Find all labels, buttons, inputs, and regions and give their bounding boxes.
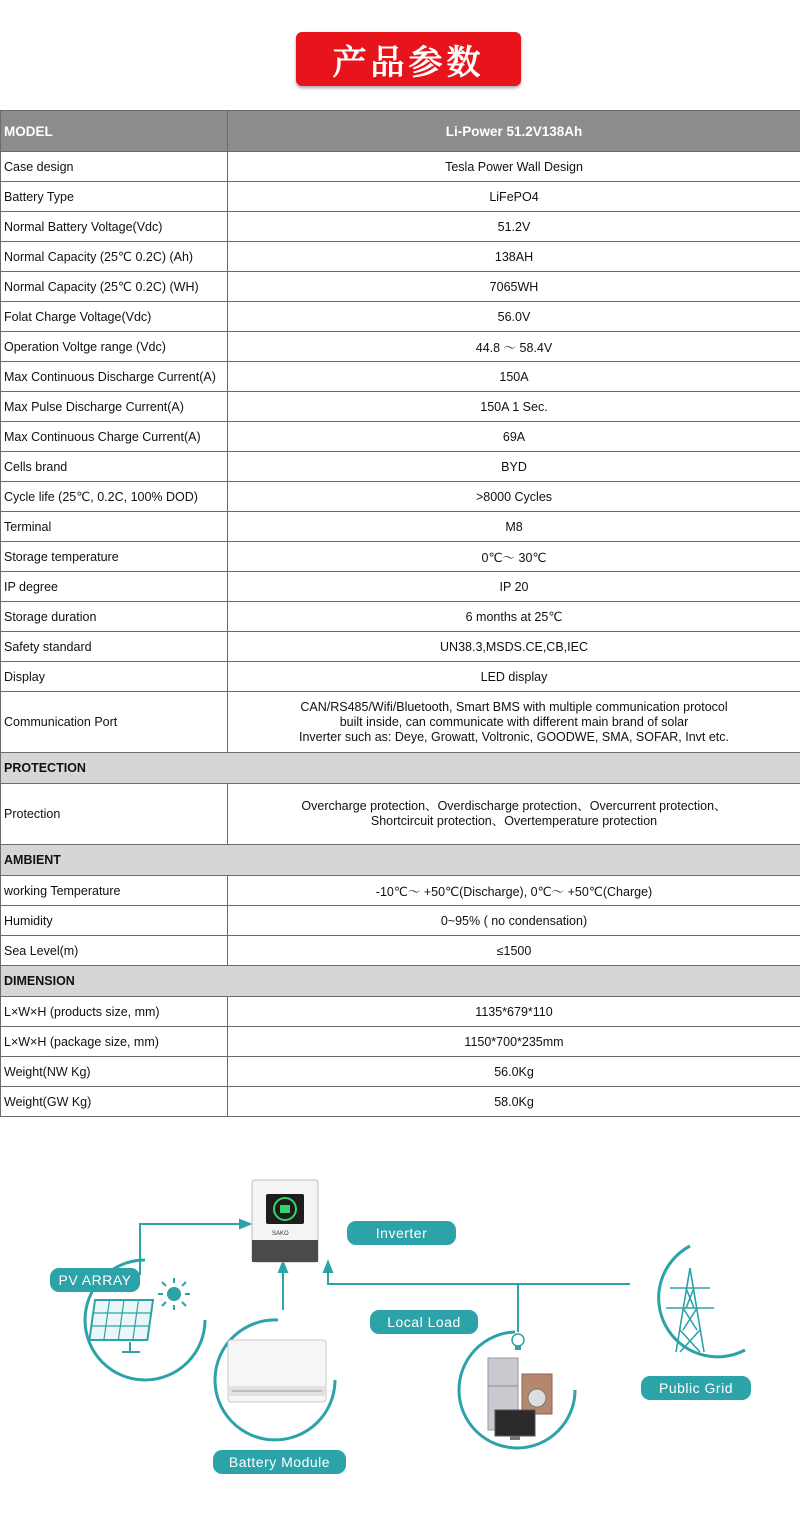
table-row-protection — [1, 784, 800, 845]
table-row — [1, 362, 800, 392]
row-value: LED display — [228, 662, 800, 692]
light-bulb-icon — [512, 1334, 524, 1350]
pv-to-inverter-line — [140, 1224, 240, 1275]
row-label: Normal Capacity (25℃ 0.2C) (Ah) — [1, 242, 228, 272]
table-row — [1, 392, 800, 422]
section-header-protection — [1, 753, 800, 784]
row-label: Safety standard — [1, 632, 228, 662]
table-row — [1, 602, 800, 632]
table-row — [1, 632, 800, 662]
row-label: working Temperature — [1, 876, 228, 906]
sun-icon — [158, 1278, 190, 1310]
table-row — [1, 182, 800, 212]
row-value: 150A — [228, 362, 800, 392]
section-title: PROTECTION — [1, 753, 800, 784]
row-value — [228, 784, 800, 845]
table-row — [1, 212, 800, 242]
table-row — [1, 997, 800, 1027]
row-label: Battery Type — [1, 182, 228, 212]
spec-table — [0, 110, 800, 1117]
table-row — [1, 482, 800, 512]
pv-array-label: PV ARRAY — [50, 1268, 140, 1292]
public-grid-node — [659, 1246, 745, 1357]
row-label: Max Continuous Charge Current(A) — [1, 422, 228, 452]
header-value: Li-Power 51.2V138Ah — [228, 111, 800, 152]
row-value: 7065WH — [228, 272, 800, 302]
table-row — [1, 1027, 800, 1057]
row-value: UN38.3,MSDS.CE,CB,IEC — [228, 632, 800, 662]
table-header-row — [1, 111, 800, 152]
table-row — [1, 906, 800, 936]
row-label: L×W×H (products size, mm) — [1, 997, 228, 1027]
row-value: ≤1500 — [228, 936, 800, 966]
svg-text:SAKO: SAKO — [272, 1231, 289, 1237]
section-title: AMBIENT — [1, 845, 800, 876]
home-appliances-image — [488, 1358, 552, 1440]
table-row — [1, 512, 800, 542]
table-row — [1, 1087, 800, 1117]
table-row — [1, 452, 800, 482]
row-label: IP degree — [1, 572, 228, 602]
row-label: Sea Level(m) — [1, 936, 228, 966]
table-row — [1, 936, 800, 966]
row-label: Operation Voltge range (Vdc) — [1, 332, 228, 362]
row-label: Storage temperature — [1, 542, 228, 572]
row-value: M8 — [228, 512, 800, 542]
section-header-ambient — [1, 845, 800, 876]
communication-line-3: Inverter such as: Deye, Growatt, Voltronic, GOODWE, SMA, SOFAR, Invt etc. — [299, 729, 729, 744]
row-label: Normal Battery Voltage(Vdc) — [1, 212, 228, 242]
table-row — [1, 272, 800, 302]
row-value: 56.0Kg — [228, 1057, 800, 1087]
row-value: 1150*700*235mm — [228, 1027, 800, 1057]
row-value: 51.2V — [228, 212, 800, 242]
battery-module-image — [228, 1340, 326, 1402]
page-title-badge — [296, 32, 521, 86]
battery-module-label: Battery Module — [213, 1450, 346, 1474]
row-value: >8000 Cycles — [228, 482, 800, 512]
table-row — [1, 1057, 800, 1087]
row-label: Case design — [1, 152, 228, 182]
row-label: Terminal — [1, 512, 228, 542]
row-value: BYD — [228, 452, 800, 482]
grid-to-inverter-line — [328, 1272, 630, 1284]
row-value: 1135*679*110 — [228, 997, 800, 1027]
inverter-label: Inverter — [347, 1221, 456, 1245]
row-label: Normal Capacity (25℃ 0.2C) (WH) — [1, 272, 228, 302]
row-value: 69A — [228, 422, 800, 452]
row-value: 44.8 ～ 58.4V — [228, 332, 800, 362]
row-value: 138AH — [228, 242, 800, 272]
page-title: 产品参数 — [332, 42, 485, 83]
row-label: Display — [1, 662, 228, 692]
table-row — [1, 662, 800, 692]
row-label: Max Continuous Discharge Current(A) — [1, 362, 228, 392]
arrow-head-icon — [324, 1262, 332, 1272]
row-label: Communication Port — [1, 692, 228, 753]
inverter-image — [252, 1180, 318, 1262]
row-value: 6 months at 25℃ — [228, 602, 800, 632]
arrow-head-icon — [279, 1262, 287, 1272]
row-value — [228, 692, 800, 753]
row-label: Weight(GW Kg) — [1, 1087, 228, 1117]
table-row — [1, 422, 800, 452]
row-value: 150A 1 Sec. — [228, 392, 800, 422]
row-label: Weight(NW Kg) — [1, 1057, 228, 1087]
local-load-node — [459, 1332, 575, 1448]
row-label: Protection — [1, 784, 228, 845]
row-label: Max Pulse Discharge Current(A) — [1, 392, 228, 422]
row-value: 0~95% ( no condensation) — [228, 906, 800, 936]
communication-line-1: CAN/RS485/Wifi/Bluetooth, Smart BMS with multiple communication protocol — [300, 699, 728, 714]
power-tower-icon — [666, 1268, 714, 1352]
row-value: 0℃～ 30℃ — [228, 542, 800, 572]
row-value: IP 20 — [228, 572, 800, 602]
table-row — [1, 542, 800, 572]
communication-line-2: built inside, can communicate with different main brand of solar — [339, 714, 689, 729]
row-value: 56.0V — [228, 302, 800, 332]
row-label: Humidity — [1, 906, 228, 936]
protection-line-2: Shortcircuit protection、Overtemperature protection — [370, 814, 658, 828]
row-value: Tesla Power Wall Design — [228, 152, 800, 182]
battery-module-node — [215, 1320, 335, 1440]
table-row — [1, 152, 800, 182]
table-row — [1, 876, 800, 906]
row-label: Storage duration — [1, 602, 228, 632]
table-row — [1, 332, 800, 362]
system-diagram — [0, 1160, 800, 1520]
row-value: -10℃～ +50℃(Discharge), 0℃～ +50℃(Charge) — [228, 876, 800, 906]
section-title: DIMENSION — [1, 966, 800, 997]
row-label: Cycle life (25℃, 0.2C, 100% DOD) — [1, 482, 228, 512]
row-label: Folat Charge Voltage(Vdc) — [1, 302, 228, 332]
row-value: 58.0Kg — [228, 1087, 800, 1117]
solar-panel-icon — [89, 1300, 153, 1340]
protection-line-1: Overcharge protection、Overdischarge protection、Overcurrent protection、 — [301, 799, 727, 813]
header-label: MODEL — [1, 111, 228, 152]
arrow-head-icon — [240, 1220, 250, 1228]
section-header-dimension — [1, 966, 800, 997]
table-row — [1, 302, 800, 332]
local-load-label: Local Load — [370, 1310, 478, 1334]
row-value: LiFePO4 — [228, 182, 800, 212]
table-row-communication — [1, 692, 800, 753]
table-row — [1, 242, 800, 272]
row-label: L×W×H (package size, mm) — [1, 1027, 228, 1057]
public-grid-label: Public Grid — [641, 1376, 751, 1400]
table-row — [1, 572, 800, 602]
row-label: Cells brand — [1, 452, 228, 482]
